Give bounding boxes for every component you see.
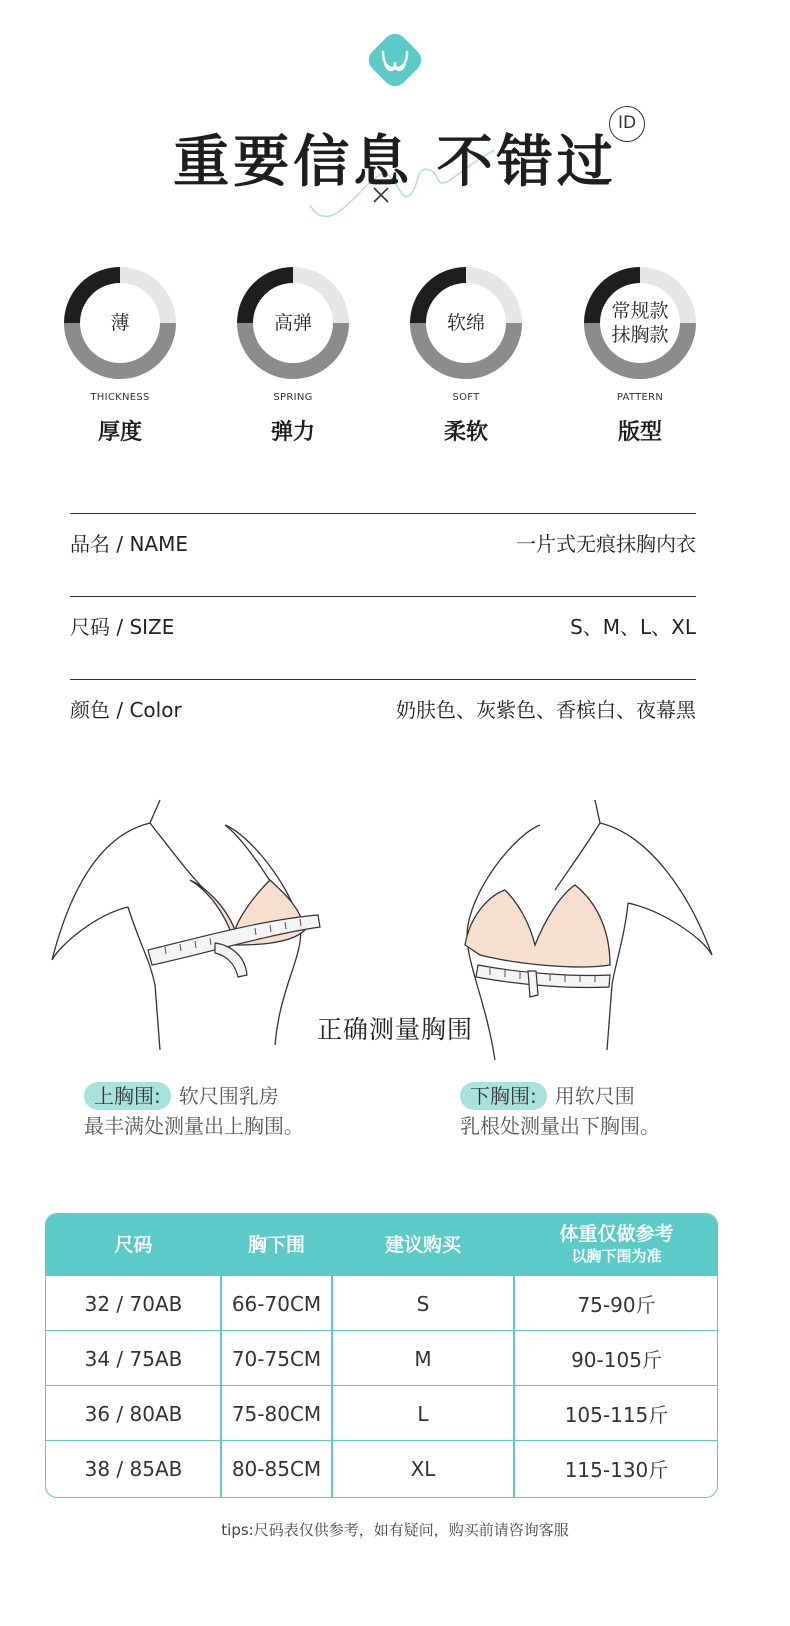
- cell-weight: 105-115斤: [564, 1403, 669, 1427]
- measurement-illustration: [0, 795, 790, 1095]
- tips-text: tips:尺码表仅供参考，如有疑问，购买前请咨询客服: [221, 1521, 569, 1539]
- header-suggest: 建议购买: [384, 1233, 461, 1256]
- ring-cn-label: 厚度: [97, 420, 142, 445]
- ring-spring: [223, 265, 363, 455]
- info-value: S、M、L、XL: [570, 615, 696, 639]
- ring-en-label: PATTERN: [616, 392, 664, 403]
- lower-bust-line1: 用软尺围: [554, 1084, 635, 1108]
- cell-weight: 90-105斤: [571, 1348, 662, 1372]
- info-row-size: [70, 596, 696, 679]
- cell-suggest: XL: [410, 1456, 436, 1481]
- measure-title: 正确测量胸围: [316, 1015, 473, 1044]
- ring-en-label: SPRING: [273, 392, 313, 403]
- ring-value: 薄: [110, 312, 130, 334]
- ring-cn-label: 柔软: [443, 420, 488, 445]
- ring-en-label: THICKNESS: [90, 392, 150, 403]
- info-value: 一片式无痕抹胸内衣: [516, 532, 696, 556]
- info-row-color: [70, 679, 696, 762]
- info-value: 奶肤色、灰紫色、香槟白、夜幕黑: [396, 698, 696, 722]
- upper-bust-line1: 软尺围乳房: [178, 1084, 279, 1108]
- column-divider: [220, 1214, 222, 1497]
- header-weight: [514, 1214, 718, 1275]
- ring-value: 常规款 抹胸款: [611, 300, 669, 346]
- ring-en-label: SOFT: [452, 392, 480, 403]
- size-table: [45, 1213, 718, 1498]
- upper-bust-line2: 最丰满处测量出上胸围。: [84, 1114, 304, 1138]
- bra-icon: [363, 28, 427, 92]
- ring-value: 高弹: [273, 312, 312, 334]
- cell-weight: 75-90斤: [577, 1293, 656, 1317]
- cell-suggest: L: [417, 1401, 429, 1426]
- header-size: 尺码: [114, 1233, 153, 1256]
- product-info: [70, 513, 696, 762]
- ring-cn-label: 版型: [617, 420, 662, 445]
- lower-bust-note: [460, 1081, 780, 1141]
- info-row-name: [70, 513, 696, 596]
- id-badge: ID: [609, 106, 645, 142]
- header-weight-label: 体重仅做参考: [559, 1222, 674, 1245]
- header-underbust: 胸下围: [247, 1233, 305, 1256]
- lower-bust-line2: 乳根处测量出下胸围。: [460, 1114, 660, 1138]
- page-title: 重要信息 不错过: [173, 130, 617, 195]
- cell-underbust: 66-70CM: [231, 1291, 322, 1316]
- times-icon: [369, 183, 393, 207]
- table-header: [46, 1214, 717, 1275]
- cell-size: 38 / 85AB: [84, 1456, 183, 1481]
- cell-weight: 115-130斤: [564, 1458, 669, 1482]
- ring-pattern: [570, 265, 710, 455]
- cell-size: 34 / 75AB: [84, 1346, 183, 1371]
- column-divider: [513, 1214, 515, 1497]
- ring-value: 软绵: [446, 312, 485, 334]
- cell-underbust: 80-85CM: [231, 1456, 322, 1481]
- info-label: 尺码 / SIZE: [70, 615, 175, 639]
- cell-size: 32 / 70AB: [84, 1291, 183, 1316]
- lower-bust-tag: 下胸围:: [460, 1082, 547, 1110]
- table-row: [46, 1330, 717, 1385]
- table-row: [46, 1385, 717, 1440]
- upper-bust-tag: 上胸围:: [84, 1082, 171, 1110]
- ring-thickness: [50, 265, 190, 455]
- info-label: 颜色 / Color: [70, 698, 182, 722]
- feature-rings: [0, 265, 790, 455]
- cell-suggest: M: [414, 1346, 432, 1371]
- table-row: [46, 1275, 717, 1330]
- header-weight-sub: 以胸下围为准: [571, 1246, 662, 1265]
- cell-underbust: 75-80CM: [231, 1401, 322, 1426]
- ring-soft: [396, 265, 536, 455]
- upper-bust-note: [84, 1081, 404, 1141]
- table-row: [46, 1440, 717, 1495]
- cell-size: 36 / 80AB: [84, 1401, 183, 1426]
- info-label: 品名 / NAME: [70, 532, 188, 556]
- cell-suggest: S: [416, 1291, 430, 1316]
- ring-cn-label: 弹力: [270, 420, 315, 445]
- column-divider: [331, 1214, 333, 1497]
- cell-underbust: 70-75CM: [231, 1346, 322, 1371]
